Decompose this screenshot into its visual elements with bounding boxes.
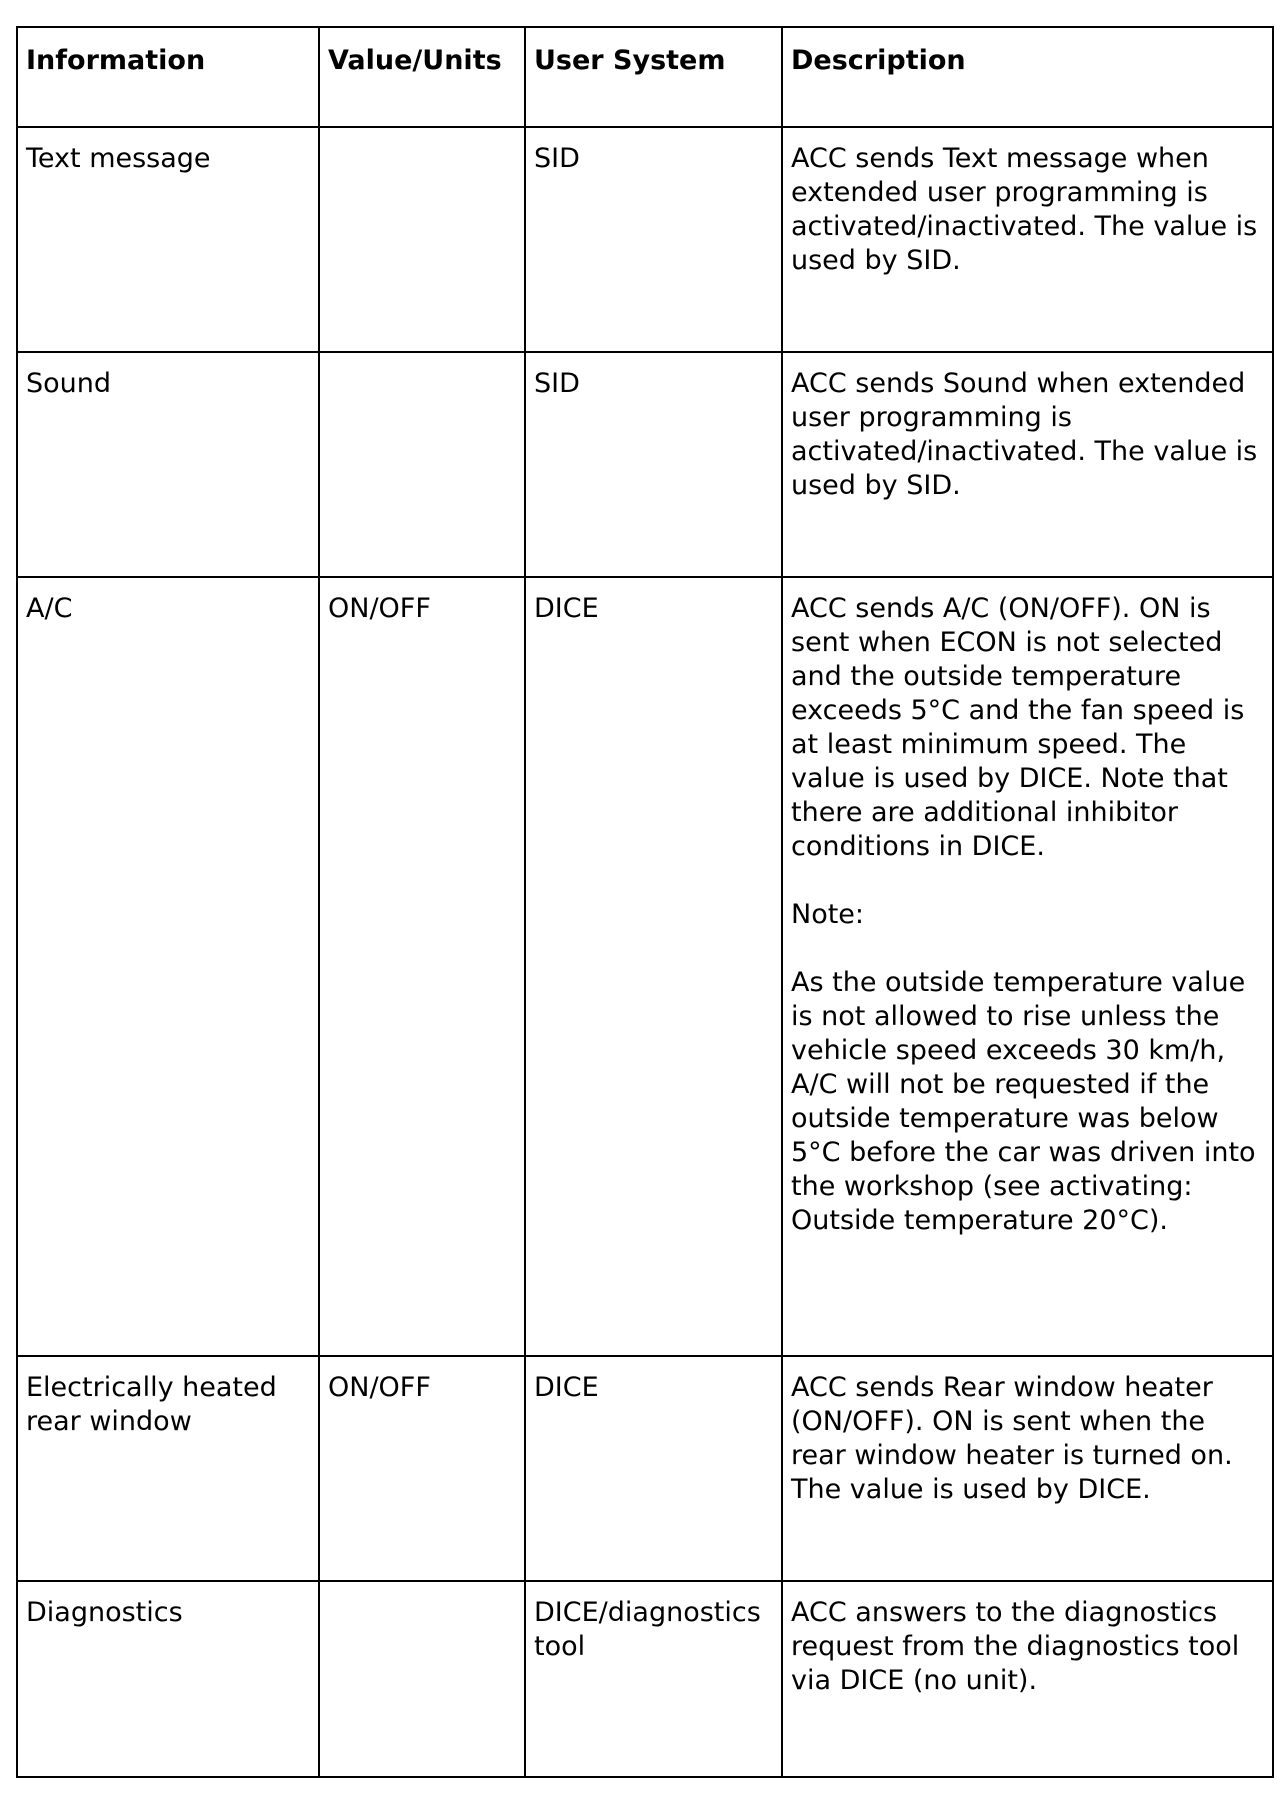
cell-value-units: ON/OFF bbox=[319, 577, 525, 1356]
cell-user-system: SID bbox=[525, 352, 782, 577]
cell-user-system: DICE bbox=[525, 577, 782, 1356]
description-paragraph: ACC sends Text message when extended user programming is activated/inactivated. The value is used by SID. bbox=[791, 143, 1258, 276]
cell-description bbox=[782, 577, 1273, 1356]
cell-description bbox=[782, 1581, 1273, 1777]
cell-user-system: DICE bbox=[525, 1356, 782, 1581]
cell-information: A/C bbox=[17, 577, 319, 1356]
specification-table bbox=[16, 26, 1274, 1778]
description-paragraph: ACC answers to the diagnostics request from the diagnostics tool via DICE (no unit). bbox=[791, 1597, 1240, 1696]
cell-value-units bbox=[319, 1581, 525, 1777]
cell-value-units bbox=[319, 127, 525, 352]
table-row bbox=[17, 577, 1273, 1356]
cell-user-system: DICE/diagnostics tool bbox=[525, 1581, 782, 1777]
table-row bbox=[17, 352, 1273, 577]
cell-description bbox=[782, 352, 1273, 577]
description-note-text: As the outside temperature value is not allowed to rise unless the vehicle speed exceeds 30 km/h, A/C will not be requested if the outside temperature was below 5°C before the car was driven into the workshop (see activating: Outside temperature 20°C). bbox=[791, 967, 1256, 1236]
cell-description bbox=[782, 1356, 1273, 1581]
cell-information: Electrically heated rear window bbox=[17, 1356, 319, 1581]
header-description: Description bbox=[782, 27, 1273, 127]
table-header-row bbox=[17, 27, 1273, 127]
cell-information: Text message bbox=[17, 127, 319, 352]
description-paragraph: ACC sends Sound when extended user programming is activated/inactivated. The value is used by SID. bbox=[791, 368, 1258, 501]
cell-value-units bbox=[319, 352, 525, 577]
header-user-system: User System bbox=[525, 27, 782, 127]
cell-information: Sound bbox=[17, 352, 319, 577]
cell-description bbox=[782, 127, 1273, 352]
table-row bbox=[17, 1581, 1273, 1777]
description-note-label: Note: bbox=[791, 899, 865, 930]
cell-value-units: ON/OFF bbox=[319, 1356, 525, 1581]
description-paragraph: ACC sends Rear window heater (ON/OFF). ON is sent when the rear window heater is turned on. The value is used by DICE. bbox=[791, 1372, 1233, 1505]
description-paragraph: ACC sends A/C (ON/OFF). ON is sent when ECON is not selected and the outside temperature exceeds 5°C and the fan speed is at least minimum speed. The value is used by DICE. Note that there are additional inhibitor conditions in DICE. bbox=[791, 593, 1245, 862]
header-value-units: Value/Units bbox=[319, 27, 525, 127]
cell-user-system: SID bbox=[525, 127, 782, 352]
table-row bbox=[17, 127, 1273, 352]
cell-information: Diagnostics bbox=[17, 1581, 319, 1777]
header-information: Information bbox=[17, 27, 319, 127]
table-row bbox=[17, 1356, 1273, 1581]
